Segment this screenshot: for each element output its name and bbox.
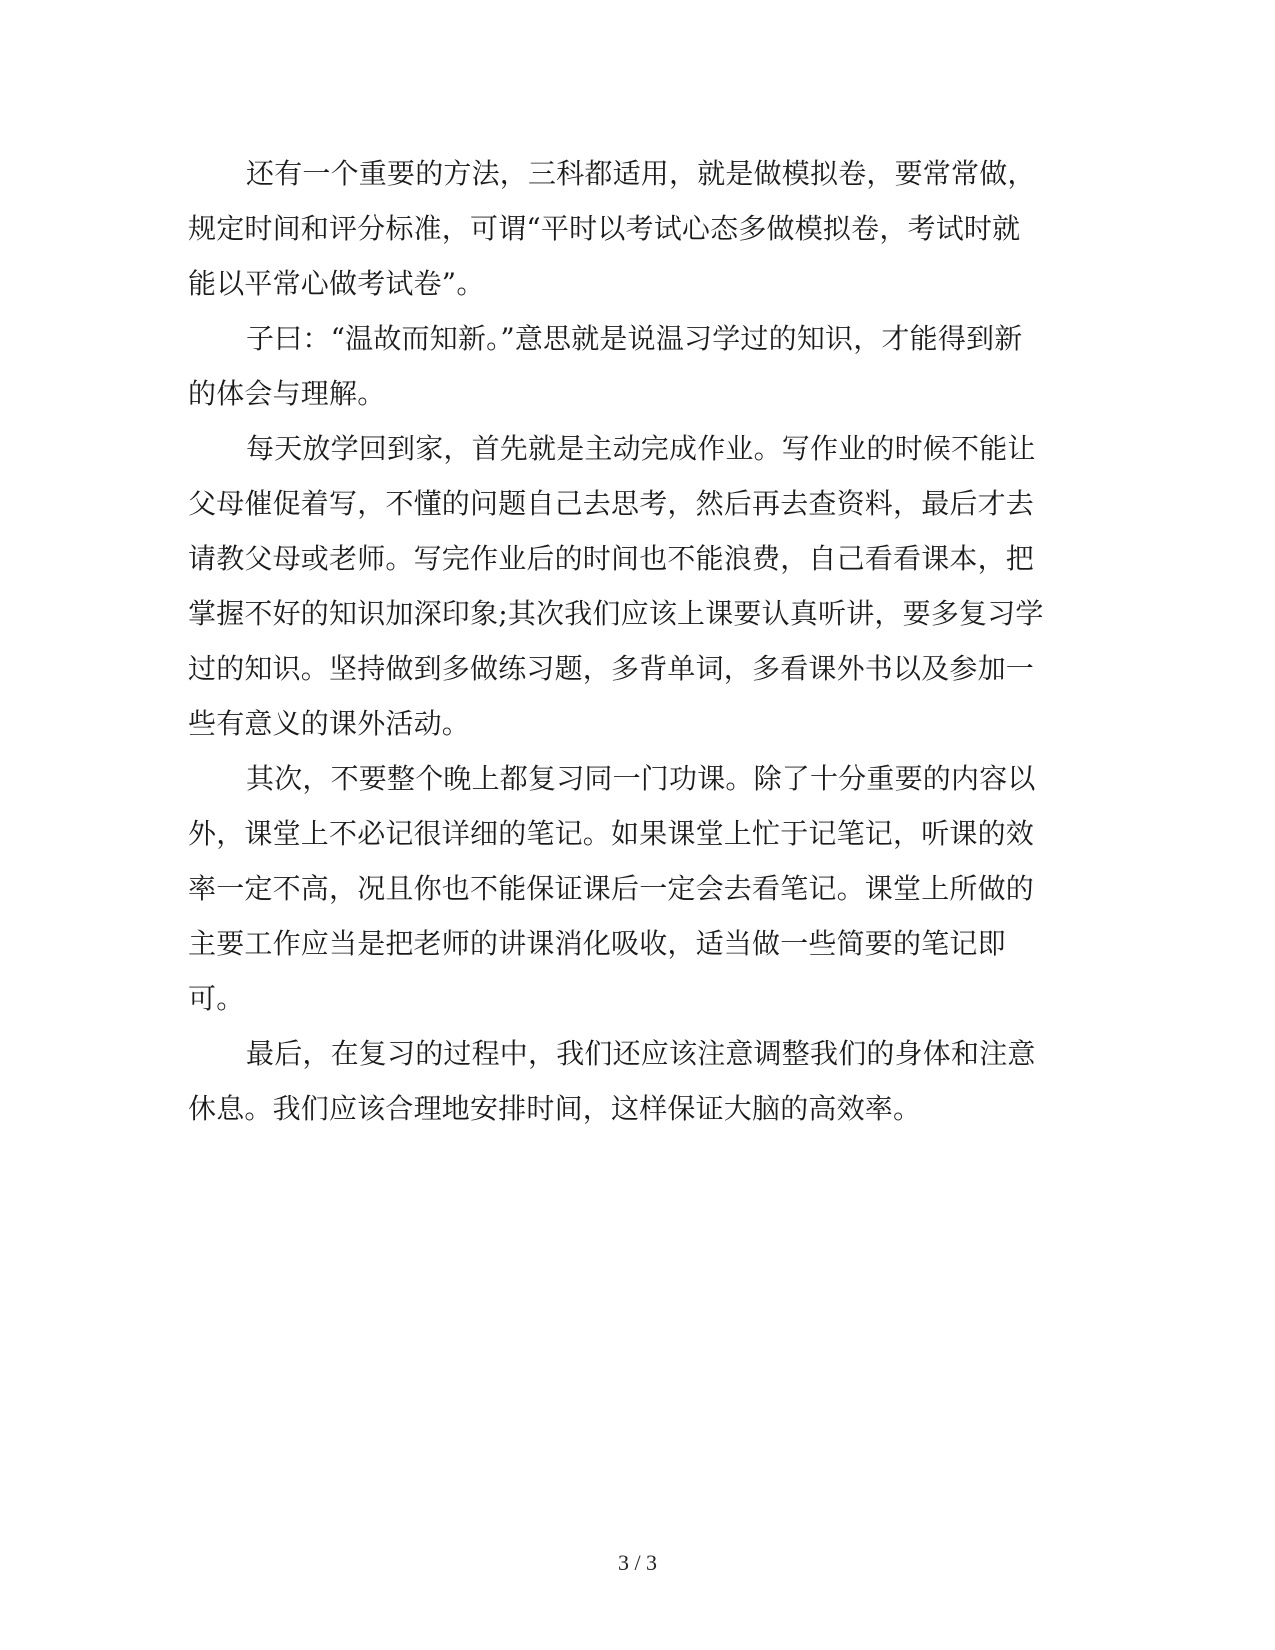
body-text: [188, 146, 1048, 1136]
paragraph-study-notes: 其次，不要整个晚上都复习同一门功课。除了十分重要的内容以外，课堂上不必记很详细的笔记。如果课堂上忙于记笔记，听课的效率一定不高，况且你也不能保证课后一定会去看笔记。课堂上所做的主要工作应当是把老师的讲课消化吸收，适当做一些简要的笔记即可。: [188, 762, 1036, 1015]
paragraph-mock-exams: 还有一个重要的方法，三科都适用，就是做模拟卷，要常常做，规定时间和评分标准，可谓“平时以考试心态多做模拟卷，考试时就能以平常心做考试卷”。: [188, 157, 1036, 300]
paragraph-homework: 每天放学回到家，首先就是主动完成作业。写作业的时候不能让父母催促着写，不懂的问题自己去思考，然后再去查资料，最后才去请教父母或老师。写完作业后的时间也不能浪费，自己看看课本，把掌握不好的知识加深印象;其次我们应该上课要认真听讲，要多复习学过的知识。坚持做到多做练习题，多背单词，多看课外书以及参加一些有意义的课外活动。: [188, 432, 1044, 740]
paragraph-rest: 最后，在复习的过程中，我们还应该注意调整我们的身体和注意休息。我们应该合理地安排时间，这样保证大脑的高效率。: [188, 1037, 1036, 1125]
page-number: 3 / 3: [617, 1550, 658, 1575]
paragraph-confucius-quote: 子曰：“温故而知新。”意思就是说温习学过的知识，才能得到新的体会与理解。: [188, 322, 1023, 410]
